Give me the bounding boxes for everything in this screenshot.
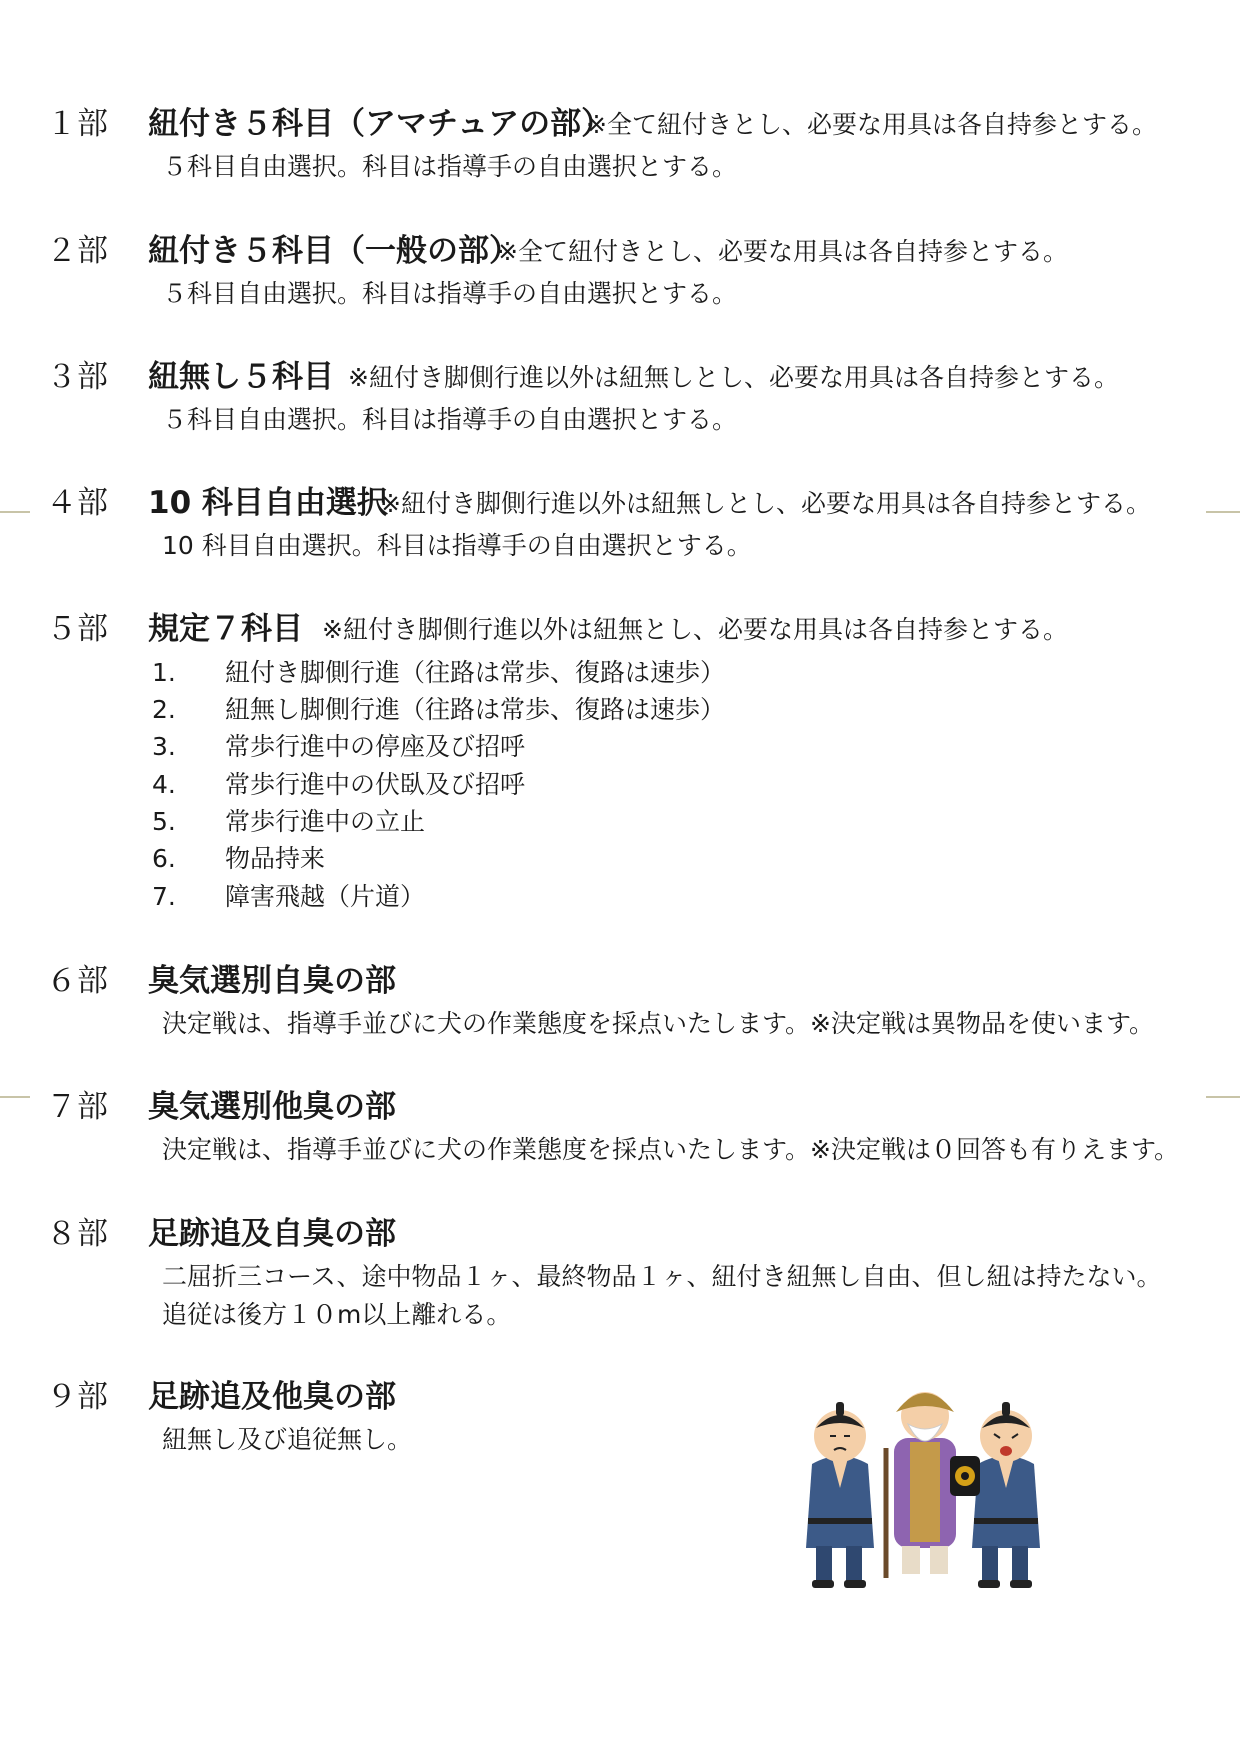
section-number: ６部 — [46, 963, 108, 999]
section-number: ７部 — [46, 1089, 108, 1125]
section-description: 決定戦は、指導手並びに犬の作業態度を採点いたします。※決定戦は異物品を使います。 — [162, 1009, 1154, 1038]
section-title: 規定７科目 — [148, 611, 303, 647]
list-item-text: 常歩行進中の立止 — [225, 807, 426, 836]
list-item-number: 5. — [152, 807, 176, 836]
samurai-left-figure — [806, 1402, 874, 1588]
section-description: 追従は後方１０m以上離れる。 — [162, 1300, 512, 1329]
section-description: 二屈折三コース、途中物品１ヶ、最終物品１ヶ、紐付き紐無し自由、但し紐は持たない。 — [162, 1262, 1162, 1291]
section-number: ２部 — [46, 233, 108, 269]
list-item-text: 物品持来 — [225, 844, 326, 873]
section-note: ※全て紐付きとし、必要な用具は各自持参とする。 — [497, 237, 1068, 266]
samurai-right-figure — [950, 1402, 1040, 1588]
section-title: 紐付き５科目（一般の部） — [148, 233, 520, 269]
section-description: ５科目自由選択。科目は指導手の自由選択とする。 — [162, 152, 738, 181]
right-margin-mark-2 — [1206, 1096, 1240, 1098]
list-item-number: 1. — [152, 658, 176, 687]
section-description: ５科目自由選択。科目は指導手の自由選択とする。 — [162, 405, 738, 434]
section-number: ５部 — [46, 611, 108, 647]
section-note: ※紐付き脚側行進以外は紐無しとし、必要な用具は各自持参とする。 — [380, 489, 1151, 518]
section-note: ※紐付き脚側行進以外は紐無とし、必要な用具は各自持参とする。 — [322, 615, 1068, 644]
section-description: 10 科目自由選択。科目は指導手の自由選択とする。 — [162, 531, 752, 560]
section-title: 紐付き５科目（アマチュアの部） — [148, 106, 613, 142]
section-note: ※全て紐付きとし、必要な用具は各自持参とする。 — [586, 110, 1157, 139]
list-item-number: 2. — [152, 695, 176, 724]
list-item-text: 常歩行進中の伏臥及び招呼 — [225, 770, 526, 799]
list-item-number: 3. — [152, 732, 176, 761]
list-item-text: 紐付き脚側行進（往路は常歩、復路は速歩） — [225, 658, 726, 687]
list-item-number: 6. — [152, 844, 176, 873]
list-item-text: 常歩行進中の停座及び招呼 — [225, 732, 526, 761]
section-title: 足跡追及自臭の部 — [148, 1216, 396, 1252]
right-margin-mark-1 — [1206, 511, 1240, 513]
left-margin-mark-2 — [0, 1096, 30, 1098]
section-title: 10 科目自由選択 — [148, 485, 388, 521]
list-item-text: 紐無し脚側行進（往路は常歩、復路は速歩） — [225, 695, 726, 724]
left-margin-mark-1 — [0, 511, 30, 513]
section-title: 臭気選別他臭の部 — [148, 1089, 396, 1125]
section-number: ３部 — [46, 359, 108, 395]
section-number: ４部 — [46, 485, 108, 521]
list-item-text: 障害飛越（片道） — [225, 882, 426, 911]
section-title: 足跡追及他臭の部 — [148, 1379, 396, 1415]
section-number: ８部 — [46, 1216, 108, 1252]
section-number: １部 — [46, 106, 108, 142]
section-title: 紐無し５科目 — [148, 359, 334, 395]
section-description: ５科目自由選択。科目は指導手の自由選択とする。 — [162, 279, 738, 308]
section-note: ※紐付き脚側行進以外は紐無しとし、必要な用具は各自持参とする。 — [348, 363, 1119, 392]
section-description: 決定戦は、指導手並びに犬の作業態度を採点いたします。※決定戦は０回答も有りえます。 — [162, 1135, 1179, 1164]
edo-characters-illustration — [790, 1378, 1060, 1608]
old-man-figure — [886, 1392, 956, 1578]
list-item-number: 7. — [152, 882, 176, 911]
section-description: 紐無し及び追従無し。 — [162, 1425, 413, 1454]
section-number: ９部 — [46, 1379, 108, 1415]
list-item-number: 4. — [152, 770, 176, 799]
section-title: 臭気選別自臭の部 — [148, 963, 396, 999]
